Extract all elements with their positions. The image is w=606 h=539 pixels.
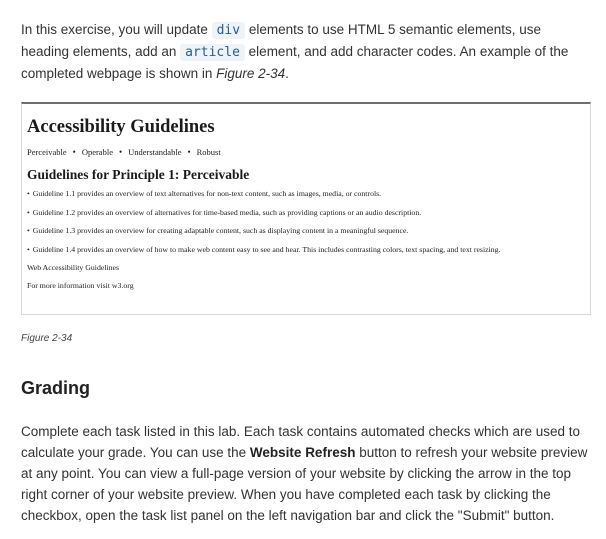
figure-footer-title: Web Accessibility Guidelines <box>27 263 120 272</box>
figure-nav-item: Robust <box>196 147 221 157</box>
figure-nav-item: Perceivable <box>27 147 67 157</box>
figure-nav-item: Operable <box>81 147 113 157</box>
list-item <box>27 226 590 235</box>
figure-footer-link-text: For more information visit w3.org <box>27 281 134 290</box>
intro-text-4: . <box>285 66 289 81</box>
div-code: div <box>212 22 245 39</box>
grading-text-2: button to refresh your website preview at any point. You can view a full-page version of your website by clicking the arrow in the top right corner of your website preview. When you have completed each task by clicking the checkbox, open the task list panel on the left navigation bar and click the "Submit" button. <box>21 445 588 523</box>
figure-nav <box>27 146 590 158</box>
list-item-text: Guideline 1.4 provides an overview of how to make web content easy to see and hear. This includes contrasting colors, text spacing, and text resizing. <box>32 244 501 254</box>
list-item-text: Guideline 1.1 provides an overview of text alternatives for non-text content, such as images, media, or controls. <box>32 189 382 198</box>
example-webpage-figure <box>21 102 591 315</box>
grading-heading: Grading <box>21 378 91 398</box>
figure-page-title: Accessibility Guidelines <box>27 117 215 137</box>
list-item <box>27 245 590 254</box>
intro-text-3: element, and add character codes. An example of the completed webpage is shown in <box>21 44 569 81</box>
nav-separator: • <box>118 147 123 157</box>
intro-text-2: elements to use HTML 5 semantic elements, use heading elements, add an <box>21 22 541 59</box>
nav-separator: • <box>72 147 76 157</box>
figure-nav-item: Understandable <box>128 147 182 157</box>
website-refresh-label: Website Refresh <box>249 445 356 460</box>
grading-text-1: Complete each task listed in this lab. Each task contains automated checks which are used to calculate your grade. You can use the <box>21 424 581 460</box>
list-item <box>27 208 590 217</box>
figure-reference: Figure 2-34 <box>216 66 286 81</box>
figure-subheading: Guidelines for Principle 1: Perceivable <box>27 167 250 182</box>
bullet: • <box>27 207 30 217</box>
figure-guideline-list <box>27 189 590 254</box>
intro-paragraph <box>21 19 591 84</box>
bullet: • <box>27 226 30 235</box>
nav-separator: • <box>187 147 191 157</box>
grading-paragraph <box>21 421 591 526</box>
intro-text-1: In this exercise, you will update <box>21 22 212 37</box>
figure-caption: Figure 2-34 <box>21 333 73 344</box>
bullet: • <box>27 244 30 254</box>
list-item-text: Guideline 1.2 provides an overview of alternatives for time-based media, such as providing captions or an audio description. <box>32 207 422 217</box>
list-item-text: Guideline 1.3 provides an overview for creating adaptable content, such as displaying content in a meaningful sequence. <box>32 226 409 235</box>
article-code: article <box>180 44 245 61</box>
bullet: • <box>27 189 30 198</box>
list-item <box>27 189 590 198</box>
